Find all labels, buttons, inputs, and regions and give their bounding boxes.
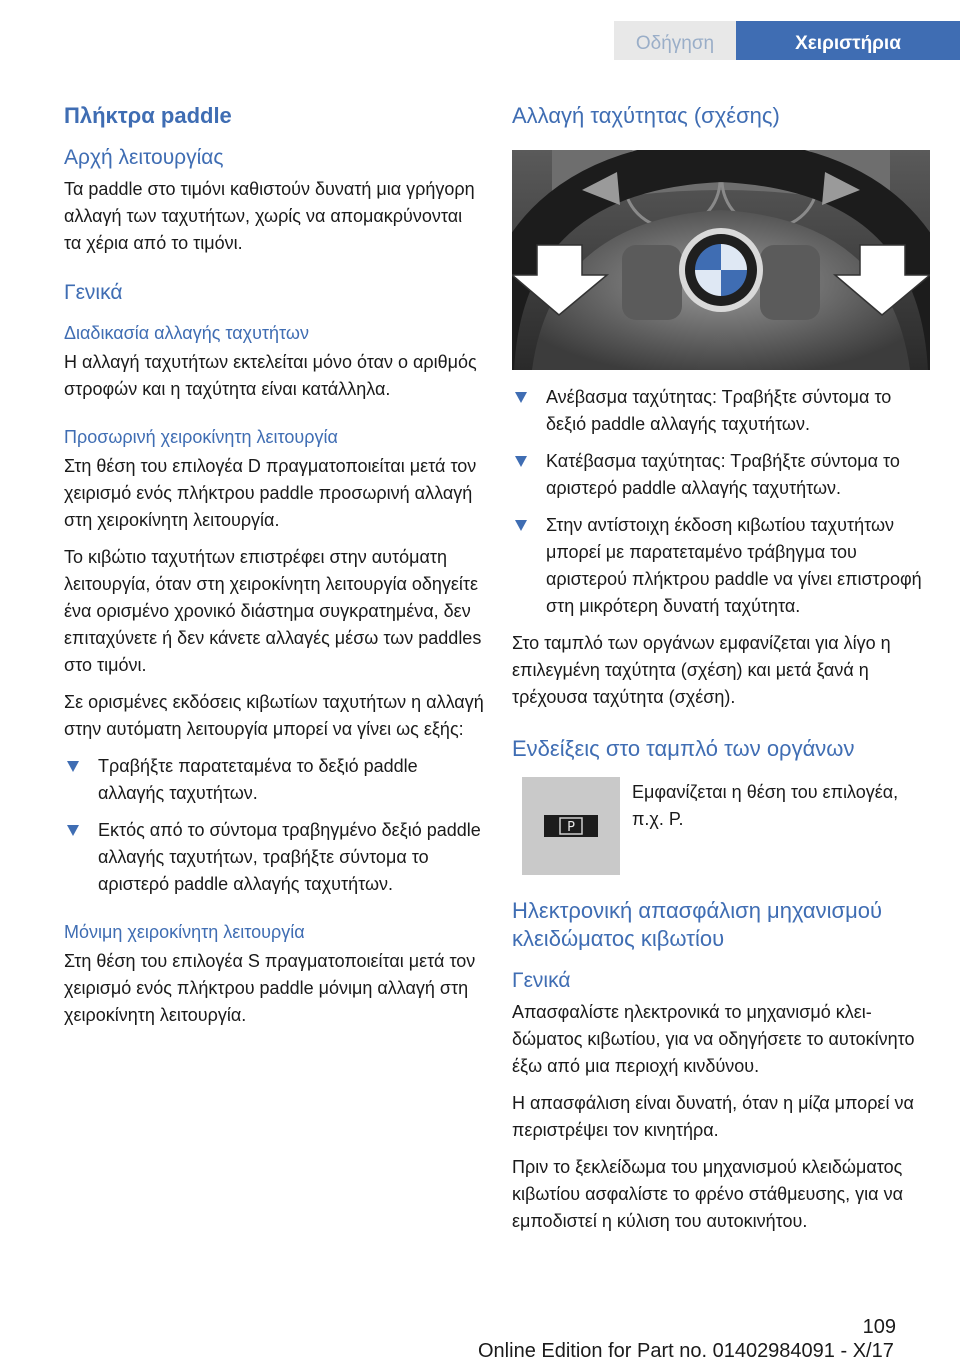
triangle-bullet-icon (515, 520, 527, 531)
shift-bullet-list (512, 384, 930, 620)
paragraph: Στη θέση του επιλογέα D πραγματοποιείται μετά τον χειρισμό ενός πλήκτρου paddle προσωρινή αλλαγή στη χειροκίνητη λειτουργία. (64, 456, 477, 530)
triangle-bullet-icon (515, 392, 527, 403)
list-item: Τραβήξτε παρατεταμένα το δεξιό paddle αλλαγής ταχυτήτων. (64, 753, 484, 807)
heading-principle: Αρχή λειτουργίας (64, 146, 224, 169)
heading-temporary-manual: Προσωρινή χειροκίνητη λειτουργία (64, 427, 338, 447)
list-item: Εκτός από το σύντομα τραβηγμένο δεξιό paddle αλλαγής ταχυτήτων, τραβήξτε σύντομα το αριστερό paddle αλλαγής ταχυτήτων. (64, 817, 484, 898)
triangle-bullet-icon (67, 825, 79, 836)
selector-position-display-image (522, 777, 620, 875)
paragraph: Σε ορισμένες εκδόσεις κιβωτίων ταχυτήτων η αλλαγή στην αυτόματη λειτουργία μπορεί να γίνει ως εξής: (64, 692, 484, 739)
section-tab-controls[interactable]: Χειριστήρια (736, 21, 960, 60)
page-number: 109 (862, 1316, 896, 1338)
heading-general: Γενικά (512, 969, 571, 992)
list-item: Ανέβασμα ταχύτητας: Τραβήξτε σύντομα το δεξιό paddle αλλαγής ταχυτήτων. (512, 384, 930, 438)
paragraph: Τα paddle στο τιμόνι καθιστούν δυνατή μια γρήγορη αλλαγή των ταχυτήτων, χωρίς να απομακρύνονται τα χέρια από το τιμόνι. (64, 179, 475, 253)
steering-wheel-paddles-image (512, 150, 930, 370)
indicator-description: Εμφανίζεται η θέση του επιλογέα, π.χ. P. (632, 782, 899, 829)
triangle-bullet-icon (515, 456, 527, 467)
paragraph: Απασφαλίστε ηλεκτρονικά το μηχανισμό κλειδώματος κιβωτίου, για να οδηγήσετε το αυτοκίνητο έξω από μια περιοχή κινδύνου. (512, 1002, 915, 1076)
heading-permanent-manual: Μόνιμη χειροκίνητη λειτουργία (64, 922, 305, 942)
paragraph: Η απασφάλιση είναι δυνατή, όταν η μίζα μπορεί να περιστρέψει τον κινητήρα. (512, 1093, 914, 1140)
section-title-paddles: Πλήκτρα paddle (64, 103, 232, 128)
bullet-list (64, 753, 484, 898)
section-title-electronic-unlock: Ηλεκτρονική απασφάλιση μηχανισμού κλειδώματος κιβωτίου (512, 898, 883, 951)
edition-note: Online Edition for Part no. 01402984091 - X/17 (478, 1340, 894, 1362)
section-tab-driving[interactable]: Οδήγηση (614, 21, 736, 60)
paragraph: Στο ταμπλό των οργάνων εμφανίζεται για λίγο η επιλεγμένη ταχύτητα (σχέση) και μετά ξανά η τρέχουσα ταχύτητα (σχέση). (512, 633, 891, 707)
indicator-row (512, 777, 930, 875)
triangle-bullet-icon (67, 761, 79, 772)
list-item: Στην αντίστοιχη έκδοση κιβωτίου ταχυτήτων μπορεί με παρατεταμένο τράβηγμα του αριστερού πλήκτρου paddle να γίνει επιστροφή στη μικρότερη δυνατή ταχύτητα. (512, 512, 930, 620)
list-item: Κατέβασμα ταχύτητας: Τραβήξτε σύντομα το αριστερό paddle αλλαγής ταχυτήτων. (512, 448, 930, 502)
heading-shift-procedure: Διαδικασία αλλαγής ταχυτήτων (64, 323, 309, 343)
right-column (512, 96, 930, 1245)
paragraph: Στη θέση του επιλογέα S πραγματοποιείται μετά τον χειρισμό ενός πλήκτρου paddle μόνιμη αλλαγή στη χειροκίνητη λειτουργία. (64, 951, 476, 1025)
paragraph: Η αλλαγή ταχυτήτων εκτελείται μόνο όταν ο αριθμός στροφών και η ταχύτητα είναι κατάλληλα. (64, 352, 477, 399)
section-title-shifting: Αλλαγή ταχύτητας (σχέσης) (512, 103, 780, 128)
paragraph: Πριν το ξεκλείδωμα του μηχανισμού κλειδώματος κιβωτίου ασφαλίστε το φρένο στάθμευσης, για να εμποδιστεί η κύλιση του αυτοκινήτου. (512, 1157, 903, 1231)
section-title-indicators: Ενδείξεις στο ταμπλό των οργάνων (512, 736, 855, 761)
page-header (0, 0, 960, 60)
svg-text:P: P (567, 820, 575, 835)
heading-general: Γενικά (64, 281, 123, 304)
paragraph: Το κιβώτιο ταχυτήτων επιστρέφει στην αυτόματη λειτουργία, όταν στη χειροκίνητη λειτουργία οδηγείτε ένα ορισμένο χρονικό διάστημα συγκρατημένα, δεν επιταχύνετε ή δεν κάνετε αλλαγές μέσω των paddles στο τιμόνι. (64, 547, 482, 675)
left-column (64, 96, 484, 1039)
